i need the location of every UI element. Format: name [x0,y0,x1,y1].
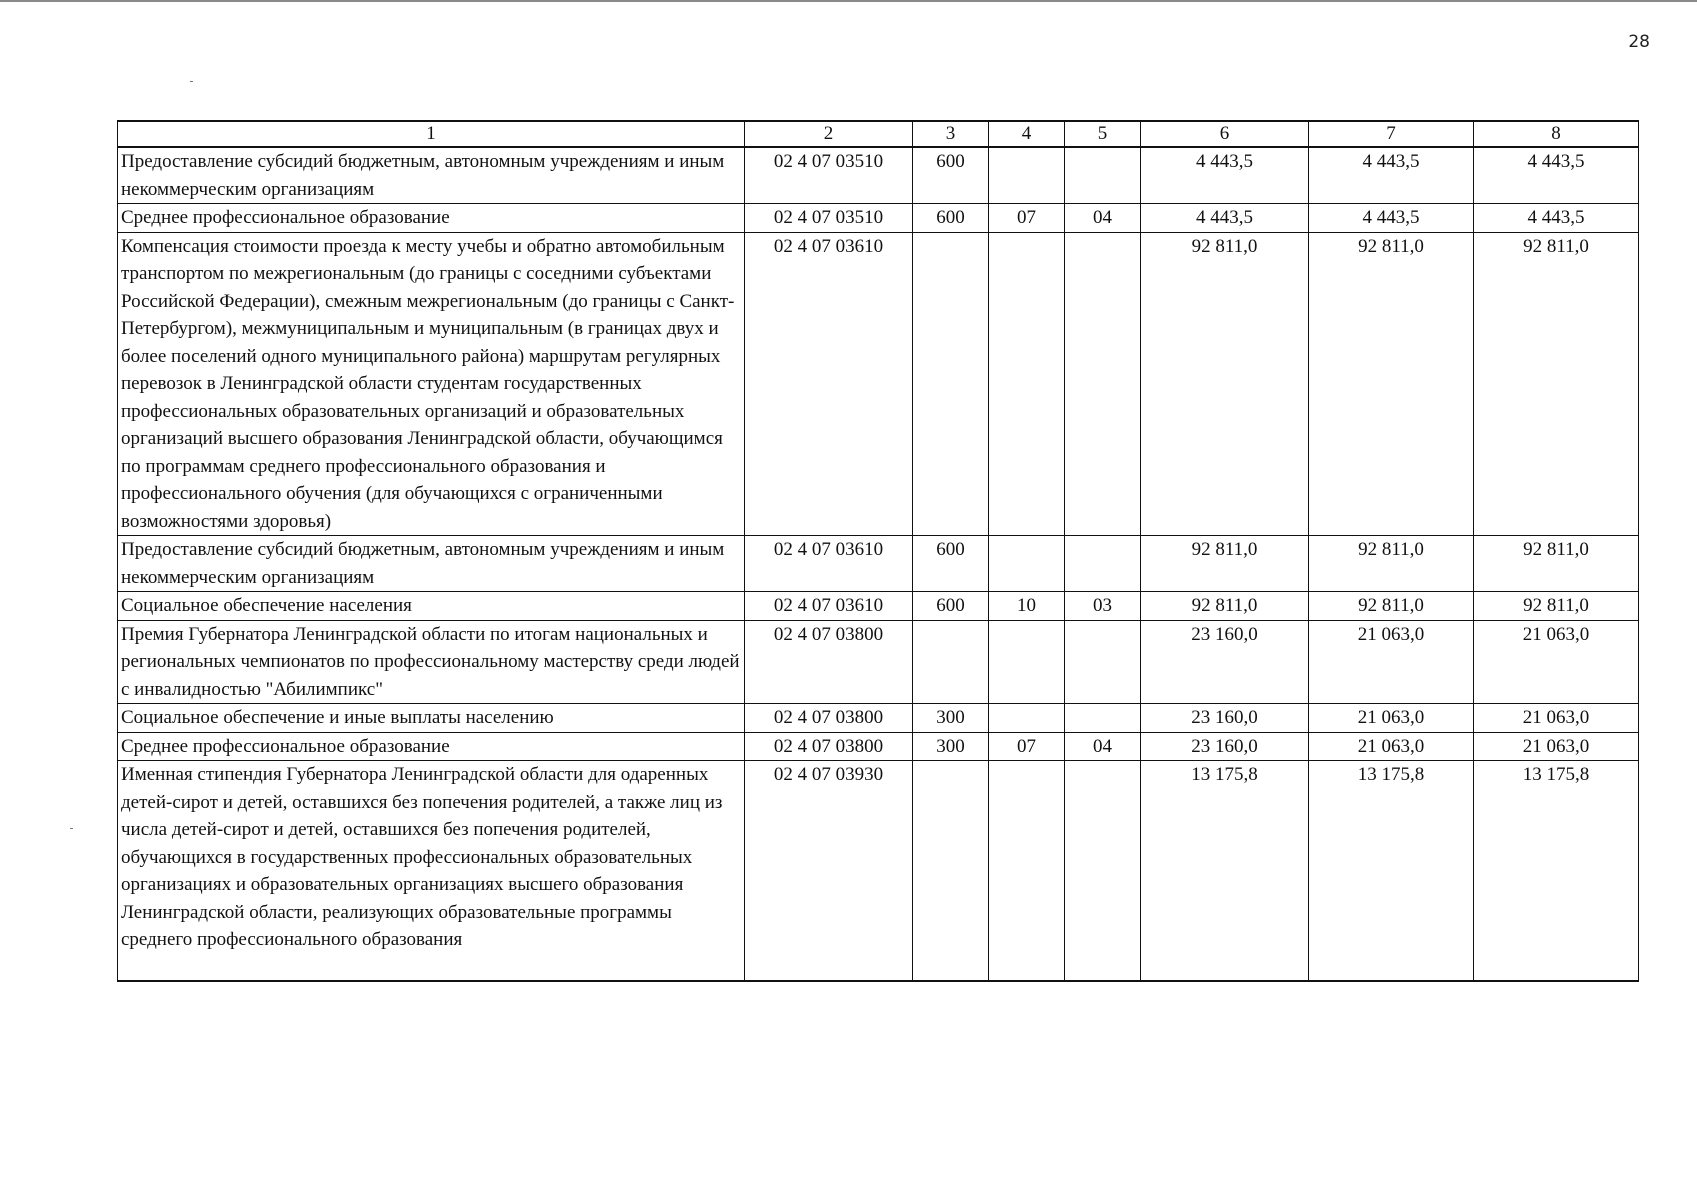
target-article-code: 02 4 07 03800 [745,704,913,733]
header-row [118,121,1639,147]
section-code [989,761,1065,981]
amount-column-6: 4 443,5 [1141,147,1309,204]
item-name: Именная стипендия Губернатора Ленинградской области для одаренных детей-сирот и детей, оставшихся без попечения родителей, а также лиц из числа детей-сирот и детей, оставшихся без попечения родителей, обучающихся в государственных профессиональных образовательных организациях и образовательных организациях высшего образования Ленинградской области, реализующих образовательные программы среднего профессионального образования [118,761,745,981]
subsection-code [1065,761,1141,981]
expense-type-code: 300 [913,732,989,761]
amount-column-7: 92 811,0 [1309,592,1474,621]
item-name: Социальное обеспечение и иные выплаты населению [118,704,745,733]
scan-artifact [190,81,193,82]
scan-top-edge [0,0,1697,2]
amount-column-8: 21 063,0 [1474,620,1639,704]
subsection-code: 04 [1065,732,1141,761]
section-code [989,147,1065,204]
amount-column-8: 21 063,0 [1474,732,1639,761]
table-row [118,761,1639,981]
section-code [989,536,1065,592]
section-code: 07 [989,204,1065,233]
column-header: 4 [989,121,1065,147]
target-article-code: 02 4 07 03610 [745,592,913,621]
subsection-code [1065,704,1141,733]
subsection-code: 04 [1065,204,1141,233]
item-name: Среднее профессиональное образование [118,732,745,761]
amount-column-7: 92 811,0 [1309,232,1474,536]
scan-artifact [70,828,73,829]
table-row [118,592,1639,621]
amount-column-7: 21 063,0 [1309,732,1474,761]
amount-column-8: 92 811,0 [1474,592,1639,621]
amount-column-6: 92 811,0 [1141,232,1309,536]
amount-column-6: 23 160,0 [1141,620,1309,704]
amount-column-6: 13 175,8 [1141,761,1309,981]
section-code: 07 [989,732,1065,761]
expense-type-code: 600 [913,147,989,204]
table-row [118,536,1639,592]
section-code [989,620,1065,704]
amount-column-7: 13 175,8 [1309,761,1474,981]
item-name: Компенсация стоимости проезда к месту учебы и обратно автомобильным транспортом по межрегиональным (до границы с соседними субъектами Российской Федерации), смежным межрегиональным (до границы с Санкт-Петербургом), межмуниципальным и муниципальным (в границах двух и более поселений одного муниципального района) маршрутам регулярных перевозок в Ленинградской области студентам государственных профессиональных образовательных организаций и образовательных организаций высшего образования Ленинградской области, обучающимся по программам среднего профессионального образования и профессионального обучения (для обучающихся с ограниченными возможностями здоровья) [118,232,745,536]
expense-type-code: 600 [913,536,989,592]
expense-type-code [913,620,989,704]
amount-column-8: 13 175,8 [1474,761,1639,981]
table-row [118,204,1639,233]
subsection-code [1065,620,1141,704]
expense-type-code: 600 [913,204,989,233]
page-number: 28 [1628,32,1650,52]
amount-column-8: 92 811,0 [1474,536,1639,592]
target-article-code: 02 4 07 03610 [745,232,913,536]
amount-column-6: 23 160,0 [1141,732,1309,761]
amount-column-7: 92 811,0 [1309,536,1474,592]
expense-type-code [913,761,989,981]
target-article-code: 02 4 07 03610 [745,536,913,592]
table-row [118,704,1639,733]
amount-column-6: 23 160,0 [1141,704,1309,733]
table-row [118,732,1639,761]
amount-column-7: 4 443,5 [1309,147,1474,204]
section-code [989,704,1065,733]
item-name: Премия Губернатора Ленинградской области по итогам национальных и региональных чемпионатов по профессиональному мастерству среди людей с инвалидностью "Абилимпикс" [118,620,745,704]
table-row [118,620,1639,704]
item-name: Среднее профессиональное образование [118,204,745,233]
subsection-code: 03 [1065,592,1141,621]
column-header: 5 [1065,121,1141,147]
amount-column-8: 92 811,0 [1474,232,1639,536]
amount-column-7: 4 443,5 [1309,204,1474,233]
amount-column-6: 92 811,0 [1141,536,1309,592]
amount-column-8: 4 443,5 [1474,204,1639,233]
amount-column-6: 4 443,5 [1141,204,1309,233]
column-header: 6 [1141,121,1309,147]
target-article-code: 02 4 07 03510 [745,204,913,233]
amount-column-7: 21 063,0 [1309,620,1474,704]
subsection-code [1065,147,1141,204]
table-row [118,147,1639,204]
expense-type-code: 300 [913,704,989,733]
target-article-code: 02 4 07 03800 [745,620,913,704]
amount-column-7: 21 063,0 [1309,704,1474,733]
amount-column-8: 4 443,5 [1474,147,1639,204]
target-article-code: 02 4 07 03800 [745,732,913,761]
amount-column-6: 92 811,0 [1141,592,1309,621]
item-name: Предоставление субсидий бюджетным, автономным учреждениям и иным некоммерческим организациям [118,147,745,204]
column-header: 1 [118,121,745,147]
target-article-code: 02 4 07 03930 [745,761,913,981]
column-header: 8 [1474,121,1639,147]
section-code [989,232,1065,536]
column-header: 3 [913,121,989,147]
subsection-code [1065,232,1141,536]
amount-column-8: 21 063,0 [1474,704,1639,733]
expense-type-code: 600 [913,592,989,621]
column-header: 2 [745,121,913,147]
column-header: 7 [1309,121,1474,147]
budget-table [117,120,1639,982]
item-name: Социальное обеспечение населения [118,592,745,621]
section-code: 10 [989,592,1065,621]
subsection-code [1065,536,1141,592]
target-article-code: 02 4 07 03510 [745,147,913,204]
expense-type-code [913,232,989,536]
table-row [118,232,1639,536]
item-name: Предоставление субсидий бюджетным, автономным учреждениям и иным некоммерческим организациям [118,536,745,592]
